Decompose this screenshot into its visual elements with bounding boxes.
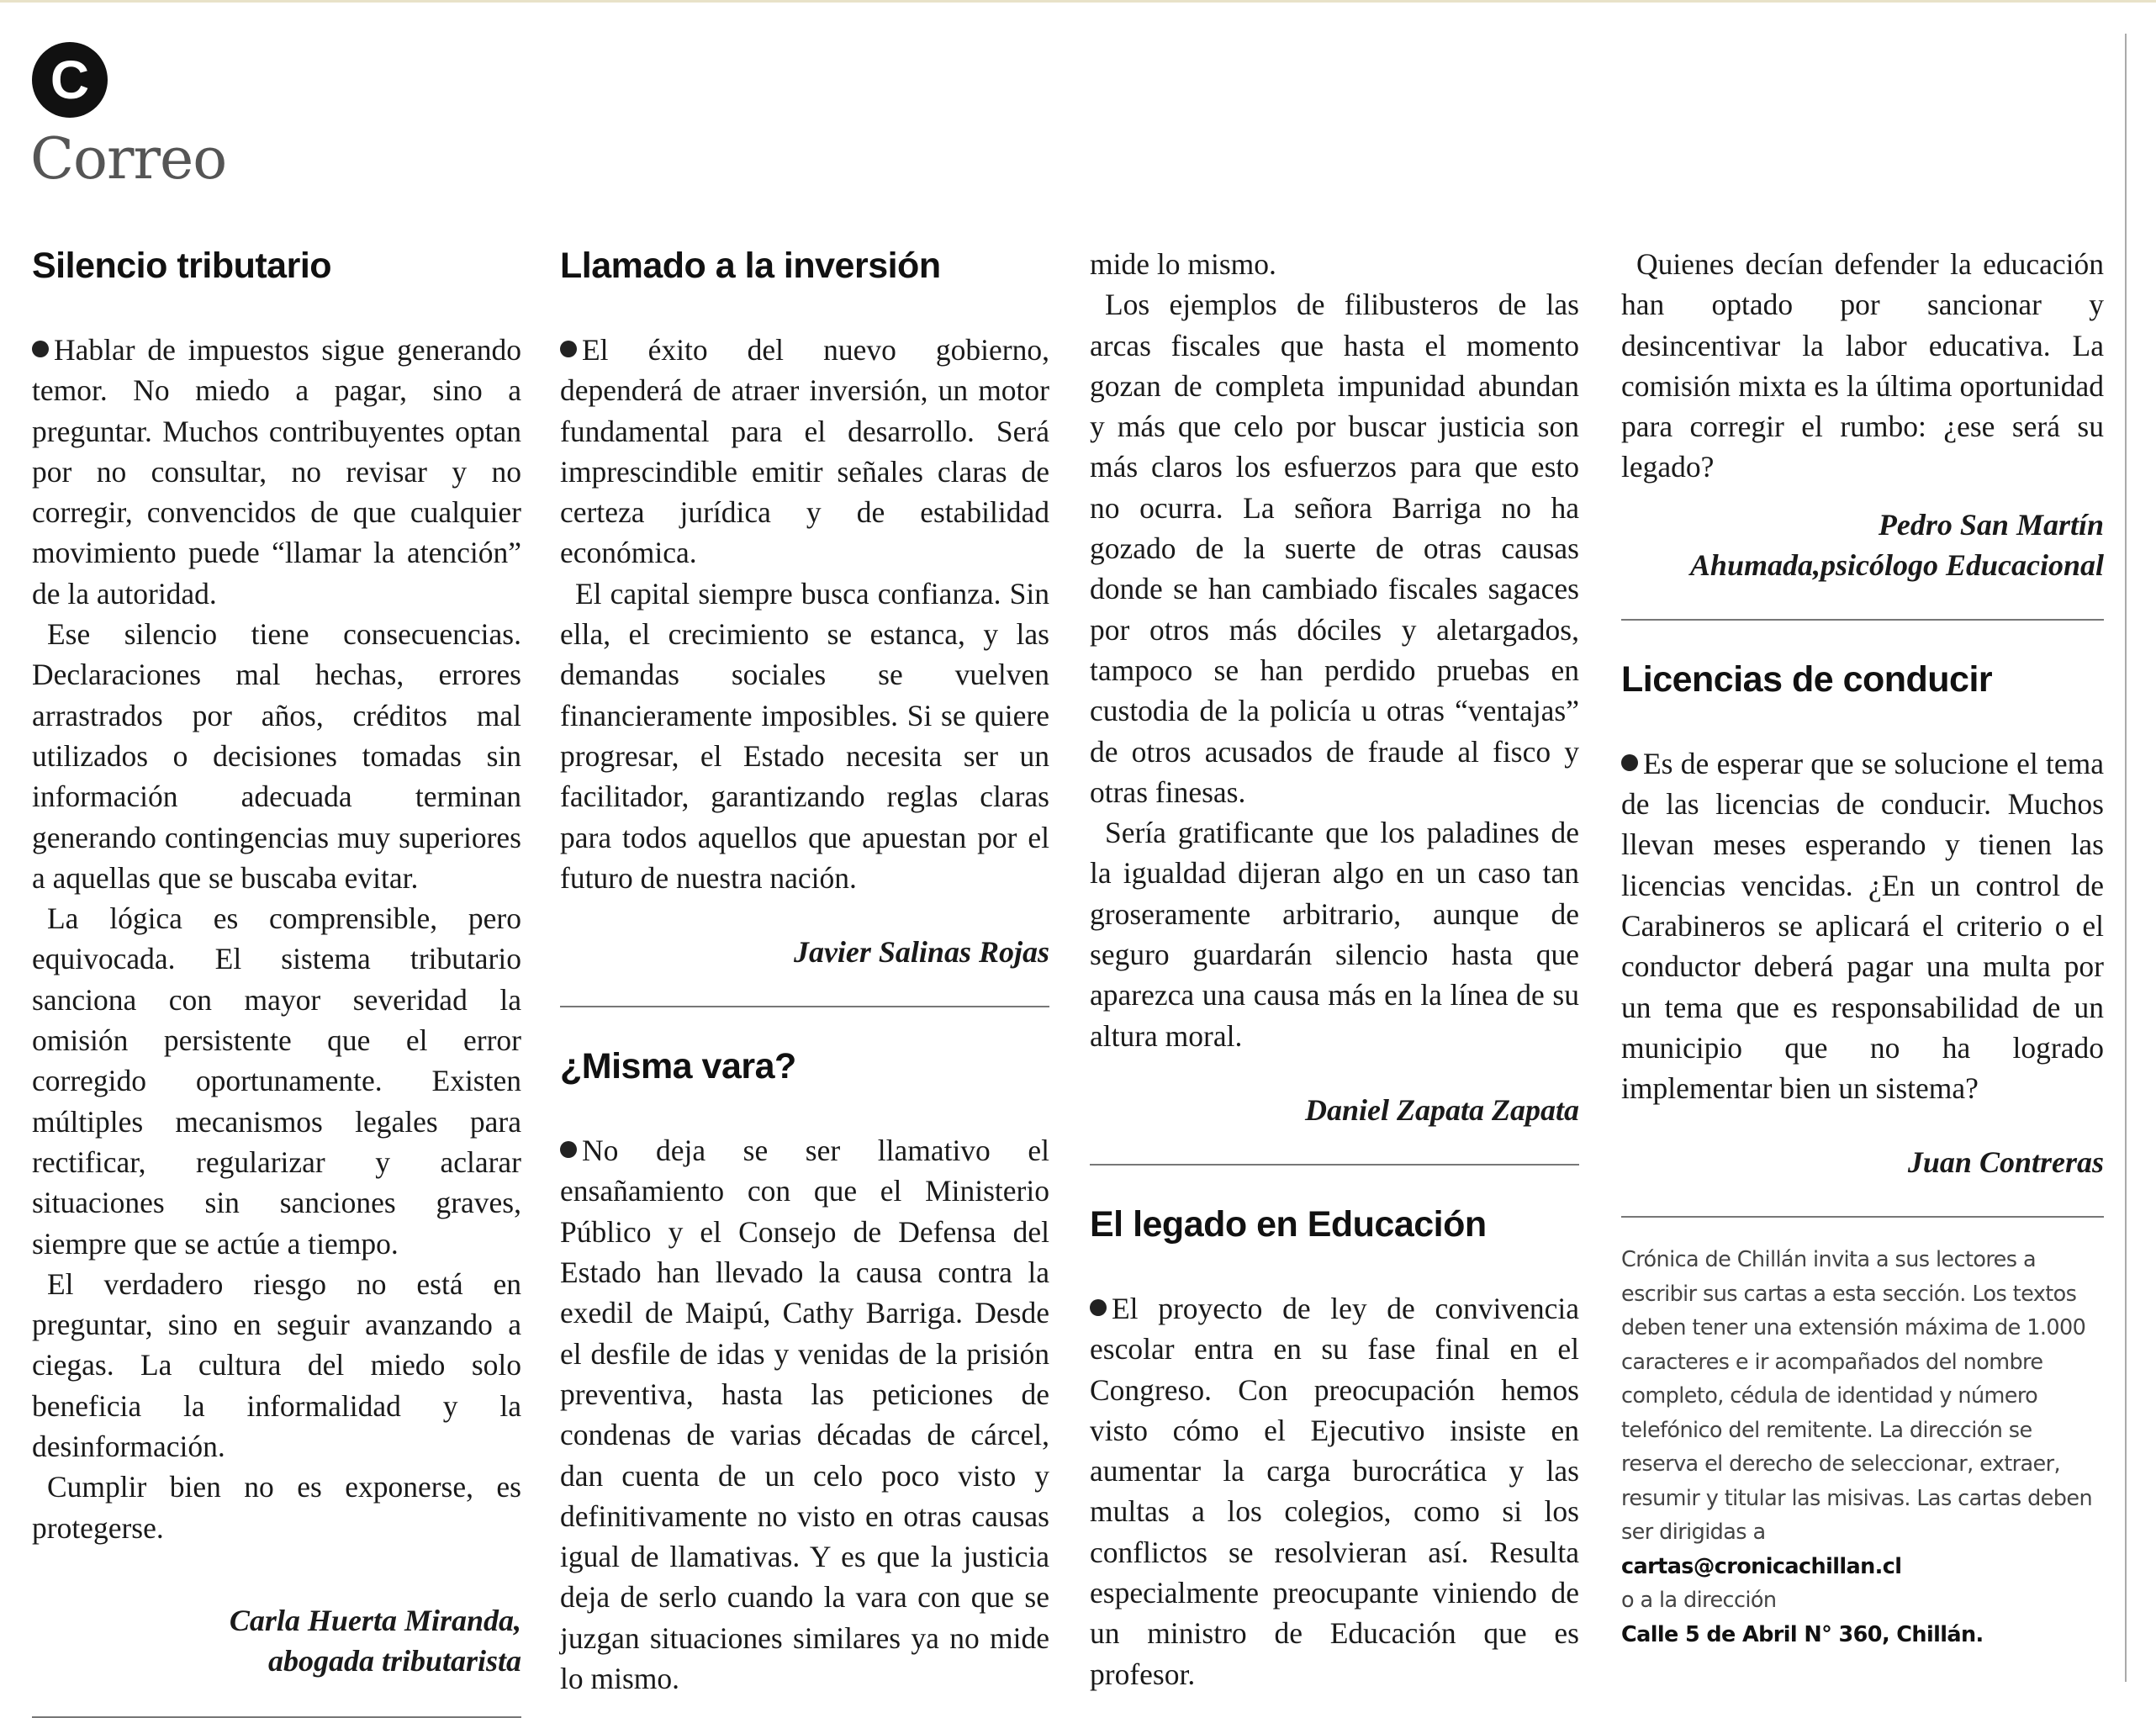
letter-body [1621,743,2104,1109]
signature-name: Juan Contreras [1907,1145,2104,1180]
section-logo: C [32,42,108,118]
paragraph: La lógica es comprensible, pero equivocada. El sistema tributario sanciona con mayor severidad la omisión persistente que el error corregido oportunamente. Existen múltiples mecanismos legales para rectificar, regularizar y aclarar situaciones sin sanciones graves, siempre que se actúe a tiempo. [32,901,521,1261]
letter-title: Licencias de conducir [1621,658,1993,700]
letter-body-continued [1621,244,2104,488]
signature-name: Javier Salinas Rojas [793,935,1049,970]
letter-title: Silencio tributario [32,246,332,286]
letter-title: ¿Misma vara? [560,1046,796,1087]
paragraph: Hablar de impuestos sigue generando temor. No miedo a pagar, sino a preguntar. Muchos contribuyentes optan por no consultar, no revisar y no corregir, convencidos de que cualquier movimiento puede “llamar la atención” de la autoridad. [32,333,521,611]
paragraph: El verdadero riesgo no está en preguntar, sino en seguir avanzando a ciegas. La cultura del miedo solo beneficia la informalidad y la desinformación. [32,1266,521,1464]
bullet-icon [1090,1299,1107,1316]
signature-name: Carla Huerta Miranda, [229,1603,521,1637]
bullet-icon [1621,754,1638,771]
letter-silencio-tributario [32,244,521,1718]
bullet-icon [560,341,577,357]
submission-info [1621,1243,2104,1652]
signature-role: Ahumada,psicólogo Educacional [1689,547,2104,582]
letter-legado-educacion-continued [1621,244,2104,621]
letter-misma-vara [560,1044,1049,1696]
section-title: Correo [30,126,227,193]
submission-address: Calle 5 de Abril N° 360, Chillán. [1621,1621,1984,1647]
letter-body [560,1130,1049,1696]
bullet-icon [560,1141,577,1158]
column-4 [1621,244,2104,1652]
top-divider [0,0,2156,3]
submission-text: Crónica de Chillán invita a sus lectores a escribir sus cartas a esta sección. Los textos deben tener una extensión máxima de 1.000 caracteres e ir acompañados del nombre completo, cédula de identidad y número telefónico del remitente. La dirección se reserva el derecho de seleccionar, extraer, resumir y titular las misivas. Las cartas deben ser dirigidas a [1621,1247,2093,1546]
column-2 [560,244,1049,1696]
page-edge-divider [2125,34,2127,1682]
letter-title: Llamado a la inversión [560,246,941,286]
paragraph: El proyecto de ley de convivencia escolar entra en su fase final en el Congreso. Con preocupación hemos visto cómo el Ejecutivo insiste en aumentar la carga burocrática y las multas a los colegios, como si los conflictos se resolvieran así. Resulta especialmente preocupante viniendo de un ministro de Educación que es profesor. [1090,1291,1579,1691]
paragraph: Cumplir bien no es exponerse, es protegerse. [32,1470,521,1545]
signature-name: Daniel Zapata Zapata [1305,1092,1579,1127]
submission-email: cartas@cronicachillan.cl [1621,1553,1902,1579]
signature-name: Pedro San Martín [1878,507,2104,542]
letter-title: El legado en Educación [1090,1203,1487,1245]
letter-licencias-conducir [1621,658,2104,1218]
letter-llamado-inversion [560,244,1049,1007]
letter-legado-educacion [1090,1203,1579,1694]
letter-body [1090,1288,1579,1694]
letter-body [32,330,521,1548]
column-1 [32,244,521,1718]
paragraph: No deja se ser llamativo el ensañamiento con que el Ministerio Público y el Consejo de Defensa del Estado han llevado la causa contra la exedil de Maipú, Cathy Barriga. Desde el desfile de idas y venidas de la prisión preventiva, hasta las peticiones de condenas de varias décadas de cárcel, dan cuenta de un celo poco visto y definitivamente no visto en otras causas igual de llamativas. Y es que la justicia deja de serlo cuando la vara con que se juzgan situaciones similares ya no mide lo mismo. [560,1134,1049,1696]
paragraph: El capital siempre busca confianza. Sin ella, el crecimiento se estanca, y las demandas sociales se vuelven financieramente imposibles. Si se quiere progresar, el Estado necesita ser un facilitador, garantizando reglas claras para todos aquellos que apuestan por el futuro de nuestra nación. [560,576,1049,895]
letter-body-continued: mide lo mismo. Los ejemplos de filibusteros de las arcas fiscales que hasta el momento gozan de completa impunidad abundan y más que celo por buscar justicia son más claros los esfuerzos para que esto no ocurra. La señora Barriga no ha gozado de la suerte de otras causas donde se han cambiado fiscales sagaces por otros más dóciles y aletargados, tampoco se han perdido pruebas en custodia de la policía u otras “ventajas” de otros acusados de fraude al fisco y otras finesas. Sería gratificante que los paladines de la igualdad dijeran algo en un caso tan groseramente arbitrario, aunque de seguro guardarán silencio hasta que aparezca una causa más en la línea de su altura moral. [1090,244,1579,1056]
paragraph: Quienes decían defender la educación han optado por sancionar y desincentivar la labor educativa. La comisión mixta es la última oportunidad para corregir el rumbo: ¿ese será su legado? [1621,247,2104,484]
submission-connector: o a la dirección [1621,1588,1777,1614]
paragraph: Ese silencio tiene consecuencias. Declaraciones mal hechas, errores arrastrados por años, créditos mal utilizados o decisiones tomadas sin información adecuada terminan generando contingencias muy superiores a aquellas que se buscaba evitar. [32,617,521,895]
letter-body [560,330,1049,898]
paragraph: El éxito del nuevo gobierno, dependerá de atraer inversión, un motor fundamental para el desarrollo. Será imprescindible emitir señales claras de certeza jurídica y de estabilidad económica. [560,333,1049,570]
column-3 [1090,244,1579,1694]
bullet-icon [32,341,49,357]
paragraph: Sería gratificante que los paladines de la igualdad dijeran algo en un caso tan groseramente arbitrario, aunque de seguro guardarán silencio hasta que aparezca una causa más en la línea de su altura moral. [1090,816,1579,1053]
paragraph: Es de esperar que se solucione el tema de las licencias de conducir. Muchos llevan meses esperando y tienen las licencias vencidas. ¿En un control de Carabineros se aplicará el criterio o el conductor deberá pagar una multa por un tema que es responsabilidad de un municipio que no ha logrado implementar bien un sistema? [1621,746,2104,1106]
letter-misma-vara-continued [1090,244,1579,1166]
signature-role: abogada tributarista [267,1643,521,1678]
paragraph: Los ejemplos de filibusteros de las arcas fiscales que hasta el momento gozan de completa impunidad abundan y más que celo por buscar justicia son más claros los esfuerzos para que esto no ocurra. La señora Barriga no ha gozado de la suerte de otras causas donde se han cambiado fiscales sagaces por otros más dóciles y aletargados, tampoco se han perdido pruebas en custodia de la policía u otras “ventajas” de otros acusados de fraude al fisco y otras finesas. [1090,288,1579,809]
